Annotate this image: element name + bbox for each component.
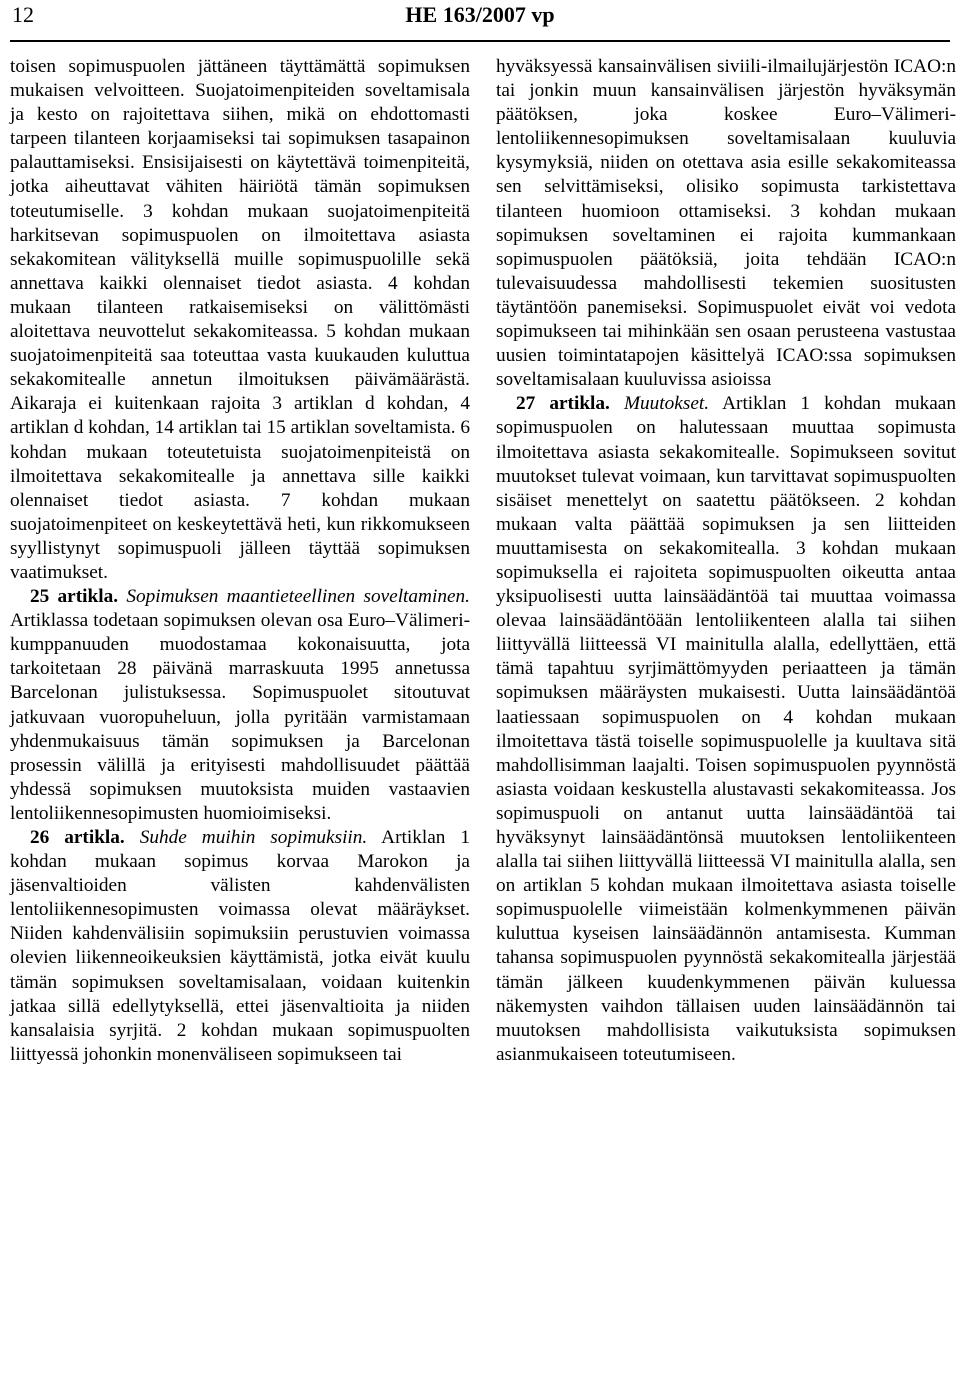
paragraph-icao: hyväksyessä kansainvälisen siviili-ilmailujärjestön ICAO:n tai jonkin muun kansainvälisen järjestön hyväksymän päätöksen, joka koskee Euro–Välimeri-lentoliikennesopimuksen soveltamisalaan kuuluvia kysymyksiä, niiden on otettava asia esille sekakomiteassa sen selvittämiseksi, olisiko sopimusta tarkistettava tilanteen huomioon ottamiseksi. 3 kohdan mukaan sopimuksen soveltaminen ei rajoita kummankaan sopimuspuolen päätöksiä, joita tehdään ICAO:n tulevaisuudessa mahdollisesti tekemien suositusten täytäntöön panemiseksi. Sopimuspuolet eivät voi vedota sopimukseen tai mihinkään sen osaan perusteena vastustaa uusien toimintatapojen käsittelyä ICAO:ssa sopimuksen soveltamisalaan kuuluvissa asioissa	[496, 56, 956, 391]
page-number: 12	[12, 2, 34, 27]
right-column	[496, 55, 956, 1067]
paragraph-safeguards: toisen sopimuspuolen jättäneen täyttämättä sopimuksen mukaisen velvoitteen. Suojatoimenpiteiden soveltamisala ja kesto on rajoitettava siihen, mikä on ehdottomasti tarpeen tilanteen korjaamiseksi tai sopimuksen tasapainon palauttamiseksi. Ensisijaisesti on käytettävä toimenpiteitä, jotka aiheuttavat vähiten häiriötä tämän sopimuksen toteutumiselle. 3 kohdan mukaan suojatoimenpiteitä harkitsevan sopimuspuolen on ilmoitettava asiasta sekakomitean välityksellä muille sopimuspuolille sekä annettava kaikki olennaiset tiedot asiasta. 4 kohdan mukaan tilanteen ratkaisemiseksi on välittömästi aloitettava neuvottelut sekakomiteassa. 5 kohdan mukaan suojatoimenpiteitä saa toteuttaa vasta kuukauden kuluttua sekakomitealle annetun ilmoituksen päivämäärästä. Aikaraja ei kuitenkaan rajoita 3 artiklan d kohdan, 4 artiklan d kohdan, 14 artiklan tai 15 artiklan soveltamista. 6 kohdan mukaan toteutetuista suojatoimenpiteistä on ilmoitettava sekakomitealle ja annettava sille kaikki olennaiset tiedot asiasta. 7 kohdan mukaan suojatoimenpiteet on keskeytettävä heti, kun rikkomukseen syyllistynyt sopimuspuoli jälleen täyttää sopimuksen vaatimukset.	[10, 56, 470, 583]
article-26-number: 26 artikla.	[30, 827, 125, 848]
article-27	[496, 392, 956, 1067]
header-divider	[10, 40, 950, 42]
article-26	[10, 826, 470, 1067]
article-26-title: Suhde muihin sopimuksiin.	[139, 827, 368, 848]
article-25-number: 25 artikla.	[30, 586, 119, 608]
article-27-number: 27 artikla.	[516, 393, 610, 415]
article-25-body: Artiklassa todetaan sopimuksen olevan osa Euro–Välimeri-kumppanuuden muodostamaa kokonaisuutta, jota tarkoitetaan 28 päivänä marraskuuta 1995 annetussa Barcelonan julistuksessa. Sopimuspuolet sitoutuvat jatkuvaan vuoropuheluun, jolla pyritään varmistamaan yhdenmukaisuus tämän sopimuksen ja Barcelonan prosessin välillä ja erityisesti mahdollisuudet päättää yhdessä sopimuksen muutoksista muiden vastaavien lentoliikennesopimusten huomioimiseksi.	[10, 610, 470, 824]
page-header	[12, 0, 948, 40]
left-column	[10, 55, 470, 1067]
article-27-title: Muutokset.	[623, 393, 710, 415]
article-25	[10, 585, 470, 826]
article-25-title: Sopimuksen maantieteellinen soveltaminen.	[126, 586, 470, 608]
document-id: HE 163/2007 vp	[405, 2, 555, 27]
article-26-body: Artiklan 1 kohdan mukaan sopimus korvaa Marokon ja jäsenvaltioiden välisten kahdenvälisten lentoliikennesopimusten voimassa olevat määräykset. Niiden kahdenvälisiin sopimuksiin perustuvien voimassa olevien liikenneoikeuksien käyttämistä, jotka eivät kuulu tämän sopimuksen soveltamisalaan, voidaan kuitenkin jatkaa sillä edellytyksellä, ettei jäsenvaltioita ja niiden kansalaisia syrjitä. 2 kohdan mukaan sopimuspuolten liittyessä johonkin monenväliseen sopimukseen tai	[10, 827, 470, 1065]
article-27-body: Artiklan 1 kohdan mukaan sopimuspuolen on halutessaan muuttaa sopimusta ilmoitettava asiasta sekakomitealle. Sopimukseen sovitut muutokset tulevat voimaan, kun tarvittavat sopimuspuolten sisäiset menettelyt on saatettu päätökseen. 2 kohdan mukaan valta päättää sopimuksen ja sen liitteiden muuttamisesta on sekakomitealla. 3 kohdan mukaan sopimuksella ei rajoiteta sopimuspuolten oikeutta antaa yksipuolisesti uutta lainsäädäntöä tai muuttaa voimassa olevaa lainsäädäntöään lentoliikenteen alalla tai siihen liittyvällä liitteessä VI mainitulla alalla, edellyttäen, että tämä tapahtuu syrjimättömyyden periaatteen ja tämän sopimuksen määräysten mukaisesti. Uutta lainsäädäntöä laatiessaan sopimuspuolen on 4 kohdan mukaan ilmoitettava tästä toiselle sopimuspuolelle ja kuultava sitä mahdollisimman laajalti. Toisen sopimuspuolen pyynnöstä asiasta voidaan keskustella alustavasti sekakomiteassa. Jos sopimuspuoli on antanut uutta lainsäädäntöä tai hyväksynyt lainsäädäntönsä muutoksen lentoliikenteen alalla tai siihen liittyvällä liitteessä VI mainitulla alalla, sen on artiklan 5 kohdan mukaan ilmoitettava asiasta toiselle sopimuspuolelle viimeistään kolmenkymmenen päivän kuluttua kyseisen lainsäädännön antamisesta. Kumman tahansa sopimuspuolen pyynnöstä sekakomitealla järjestää tämän jälkeen kuudenkymmenen päivän kuluessa näkemysten vaihdon tällaisen uuden lainsäädännön tai muutoksen mahdollisista vaikutuksista sopimuksen asianmukaiseen toteutumiseen.	[496, 393, 957, 1065]
